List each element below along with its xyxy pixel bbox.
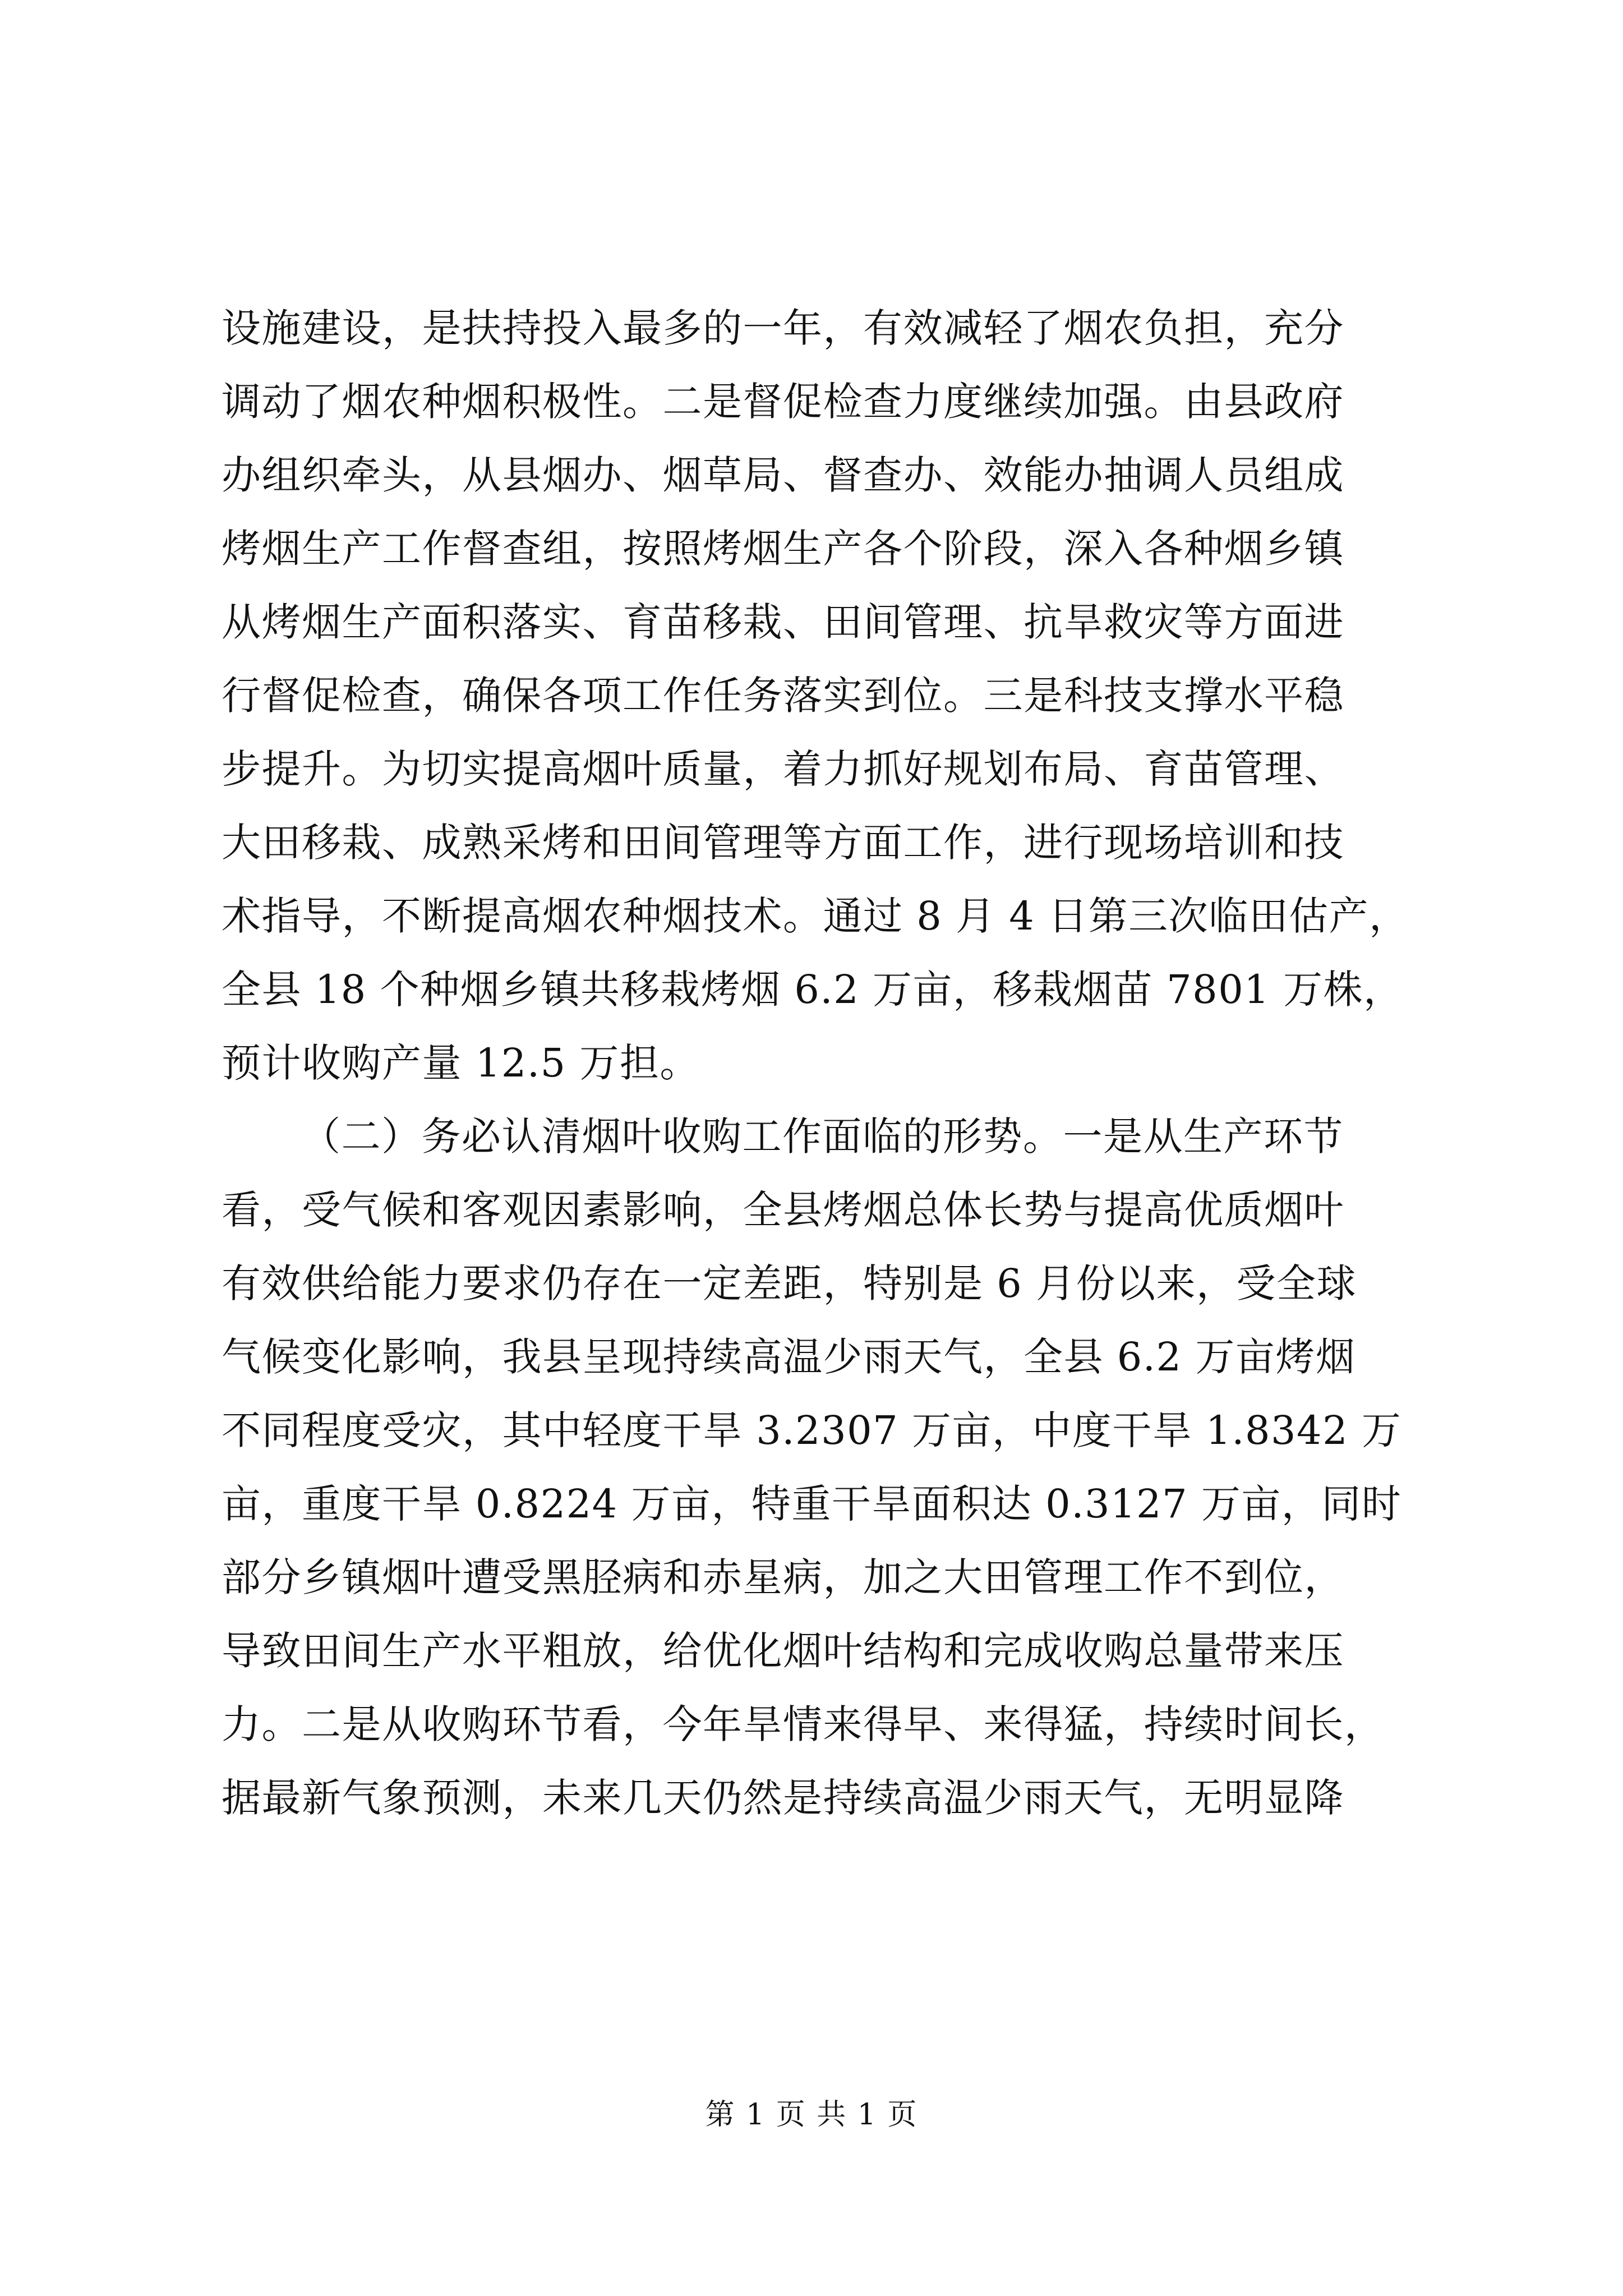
section-heading-line: （二）务必认清烟叶收购工作面临的形势。一是从生产环节 (301, 1114, 1344, 1159)
text-line: 力。二是从收购环节看，今年旱情来得早、来得猛，持续时间长， (222, 1701, 1385, 1747)
text-line: 部分乡镇烟叶遭受黑胫病和赤星病，加之大田管理工作不到位， (222, 1554, 1344, 1600)
text-line: 亩，重度干旱 0.8224 万亩，特重干旱面积达 0.3127 万亩，同时 (222, 1481, 1402, 1527)
page-footer (0, 2095, 1623, 2134)
text-line: 据最新气象预测，未来几天仍然是持续高温少雨天气，无明显降 (222, 1775, 1344, 1821)
text-line: 大田移栽、成熟采烤和田间管理等方面工作，进行现场培训和技 (222, 820, 1344, 866)
page-number-label: 第 1 页 共 1 页 (705, 2098, 918, 2132)
text-line: 预计收购产量 12.5 万担。 (222, 1040, 700, 1086)
text-line: 设施建设，是扶持投入最多的一年，有效减轻了烟农负担，充分 (222, 305, 1344, 351)
text-line: 烤烟生产工作督查组，按照烤烟生产各个阶段，深入各种烟乡镇 (222, 526, 1344, 572)
text-line: 行督促检查，确保各项工作任务落实到位。三是科技支撑水平稳 (222, 673, 1344, 719)
text-line: 全县 18 个种烟乡镇共移栽烤烟 6.2 万亩，移栽烟苗 7801 万株， (222, 967, 1404, 1013)
text-line: 从烤烟生产面积落实、育苗移栽、田间管理、抗旱救灾等方面进 (222, 599, 1344, 645)
text-line: 有效供给能力要求仍存在一定差距，特别是 6 月份以来，受全球 (222, 1260, 1357, 1306)
text-line: 看，受气候和客观因素影响，全县烤烟总体长势与提高优质烟叶 (222, 1187, 1344, 1233)
text-line: 术指导，不断提高烟农种烟技术。通过 8 月 4 日第三次临田估产， (222, 893, 1409, 939)
text-line: 不同程度受灾，其中轻度干旱 3.2307 万亩，中度干旱 1.8342 万 (222, 1407, 1402, 1453)
body-text (222, 292, 1416, 1835)
text-line: 步提升。为切实提高烟叶质量，着力抓好规划布局、育苗管理、 (222, 746, 1344, 792)
text-line: 调动了烟农种烟积极性。二是督促检查力度继续加强。由县政府 (222, 379, 1344, 425)
text-line: 气候变化影响，我县呈现持续高温少雨天气，全县 6.2 万亩烤烟 (222, 1334, 1356, 1380)
text-line: 办组织牵头，从县烟办、烟草局、督查办、效能办抽调人员组成 (222, 452, 1344, 498)
text-line: 导致田间生产水平粗放，给优化烟叶结构和完成收购总量带来压 (222, 1628, 1344, 1674)
